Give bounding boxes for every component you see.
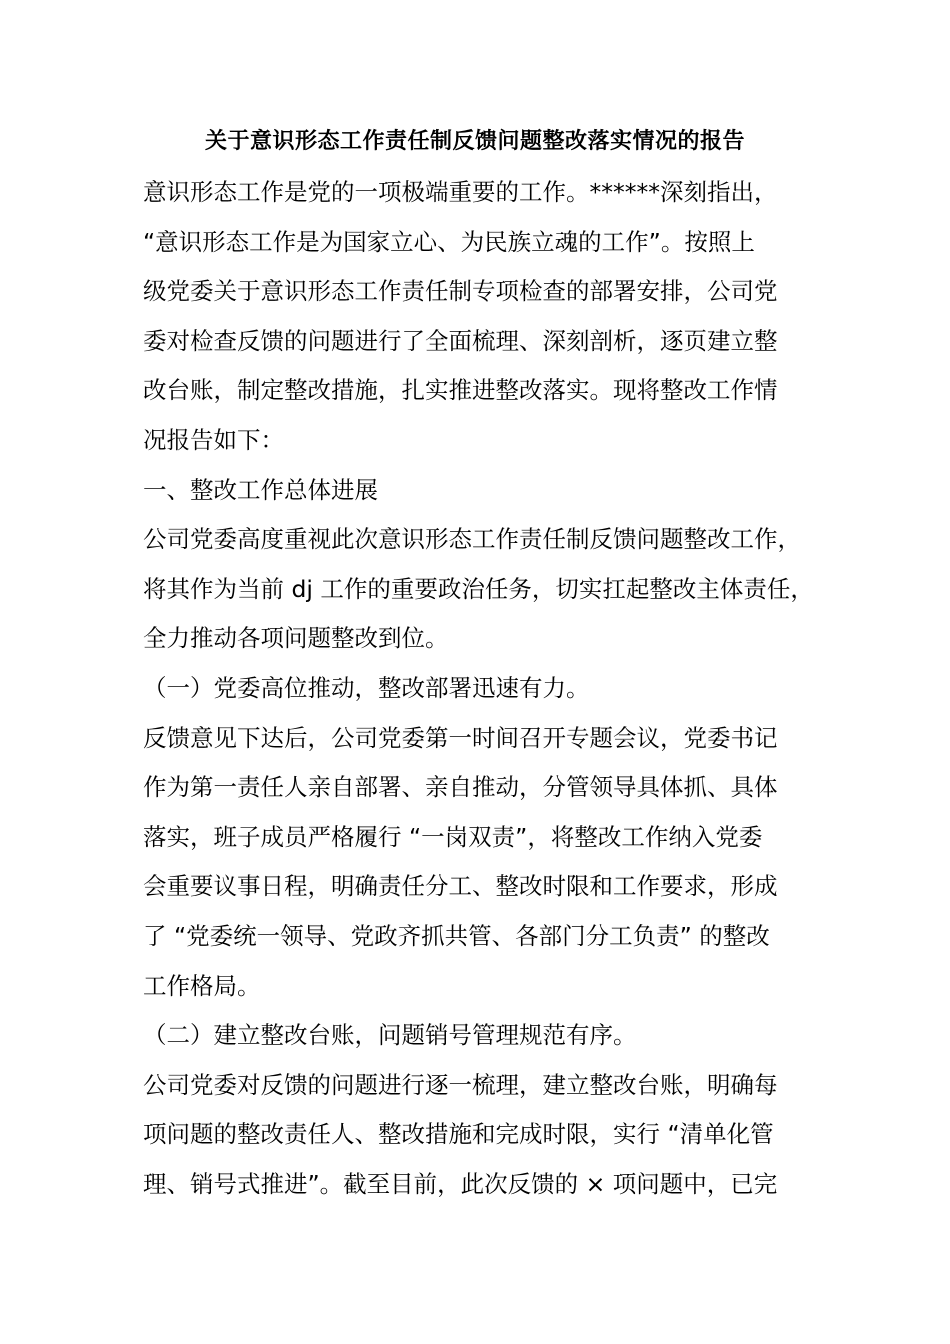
body-line: 会重要议事日程，明确责任分工、整改时限和工作要求，形成: [143, 872, 778, 901]
document-title: 关于意识形态工作责任制反馈问题整改落实情况的报告: [204, 129, 745, 154]
body-line: 落实，班子成员严格履行 “一岗双责”，将整改工作纳入党委: [143, 822, 763, 851]
body-line: 反馈意见下达后，公司党委第一时间召开专题会议，党委书记: [143, 723, 778, 752]
section-heading: 一、整改工作总体进展: [143, 475, 378, 504]
body-line: 理、销号式推进”。截至目前，此次反馈的 × 项问题中，已完: [143, 1169, 778, 1198]
body-line: “意识形态工作是为国家立心、为民族立魂的工作”。按照上: [143, 227, 755, 256]
body-line: 级党委关于意识形态工作责任制专项检查的部署安排，公司党: [143, 277, 778, 306]
body-line: 意识形态工作是党的一项极端重要的工作。******深刻指出，: [143, 178, 778, 206]
body-line: 将其作为当前 dj 工作的重要政治任务，切实扛起整改主体责任，: [143, 574, 814, 603]
body-line: 项问题的整改责任人、整改措施和完成时限，实行 “清单化管: [143, 1120, 774, 1149]
body-line: 公司党委对反馈的问题进行逐一梳理，建立整改台账，明确每: [143, 1070, 778, 1099]
document-body: [143, 168, 819, 1209]
body-line: 工作格局。: [143, 971, 261, 1000]
subsection-heading: （二）建立整改台账，问题销号管理规范有序。: [143, 1021, 637, 1050]
body-line: 改台账，制定整改措施，扎实推进整改落实。现将整改工作情: [143, 376, 778, 405]
body-line: 全力推动各项问题整改到位。: [143, 624, 449, 653]
body-line: 委对检查反馈的问题进行了全面梳理、深刻剖析，逐页建立整: [143, 326, 778, 355]
body-line: 公司党委高度重视此次意识形态工作责任制反馈问题整改工作，: [143, 525, 801, 554]
body-line: 况报告如下：: [143, 425, 284, 454]
body-line: 了 “党委统一领导、党政齐抓共管、各部门分工负责” 的整改: [143, 921, 770, 950]
body-line: 作为第一责任人亲自部署、亲自推动，分管领导具体抓、具体: [143, 773, 778, 802]
subsection-heading: （一）党委高位推动，整改部署迅速有力。: [143, 673, 590, 702]
